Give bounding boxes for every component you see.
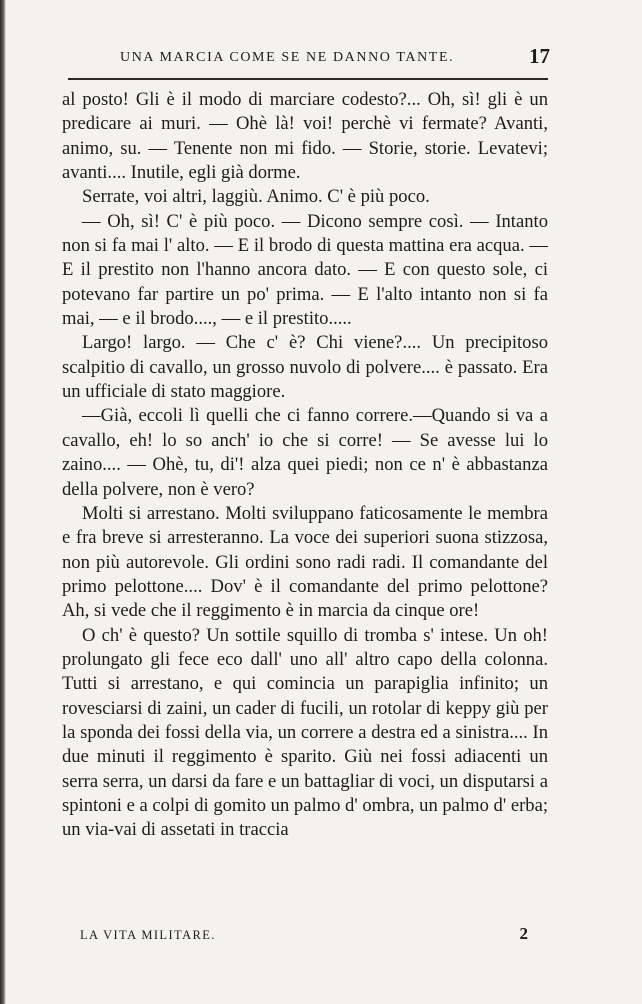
paragraph-1: al posto! Gli è il modo di marciare codesto?... Oh, sì! gli è un predicare ai muri. — Ohè là! voi! perchè vi fermate? Avanti, animo, su. — Tenente non mi fido. — Storie, storie. Levatevi; avanti.... Inutile, egli già dorme.	[62, 89, 548, 184]
running-head	[70, 44, 550, 74]
page-edge-shadow	[0, 0, 6, 1004]
page-footer	[80, 924, 530, 948]
signature-title: LA VITA MILITARE.	[80, 928, 216, 942]
paragraph-3: — Oh, sì! C' è più poco. — Dicono sempre così. — Intanto non si fa mai l' alto. — E il brodo di questa mattina era acqua. — E il prestito non l'hanno ancora dato. — E con questo sole, ci potevano far partire un po' prima. — E l'alto intanto non si fa mai, — e il brodo...., — e il prestito.....	[62, 210, 548, 330]
paragraph-4: Largo! largo. — Che c' è? Chi viene?.... Un precipitoso scalpitio di cavallo, un grosso nuvolo di polvere.... è passato. Era un ufficiale di stato maggiore.	[62, 332, 548, 403]
paragraph-2: Serrate, voi altri, laggiù. Animo. C' è più poco.	[82, 186, 430, 208]
paragraph-5: —Già, eccoli lì quelli che ci fanno correre.—Quando si va a cavallo, eh! lo so anch' io che si corre! — Se avesse lui lo zaino.... — Ohè, tu, di'! alza quei piedi; non ce n' è abbastanza della polvere, non è vero?	[62, 405, 548, 500]
header-rule	[68, 78, 548, 80]
body-text	[62, 88, 548, 843]
paragraph-6: Molti si arrestano. Molti sviluppano faticosamente le membra e fra breve si arresteranno. La voce dei superiori suona stizzosa, non più autorevole. Gli ordini sono radi radi. Il comandante del primo pelottone.... Dov' è il comandante del primo pelottone? Ah, si vede che il reggimento è in marcia da cinque ore!	[62, 502, 548, 622]
signature-number: 2	[519, 924, 528, 943]
page-number: 17	[529, 44, 550, 68]
running-title: UNA MARCIA COME SE NE DANNO TANTE.	[120, 50, 455, 65]
paragraph-7: O ch' è questo? Un sottile squillo di tromba s' intese. Un oh! prolungato gli fece eco dall' uno all' altro capo della colonna. Tutti si arrestano, e qui comincia un parapiglia infinito; un rovesciarsi di zaini, un cader di fucili, un rotolar di keppy giù per la sponda dei fossi della via, un correre a destra ed a sinistra.... In due minuti il reggimento è sparito. Giù nei fossi adiacenti un serra serra, un darsi da fare e un battagliar di voci, un disputarsi a spintoni e a colpi di gomito un palmo d' ombra, un palmo d' erba; un via-vai di assetati in traccia	[62, 624, 548, 841]
